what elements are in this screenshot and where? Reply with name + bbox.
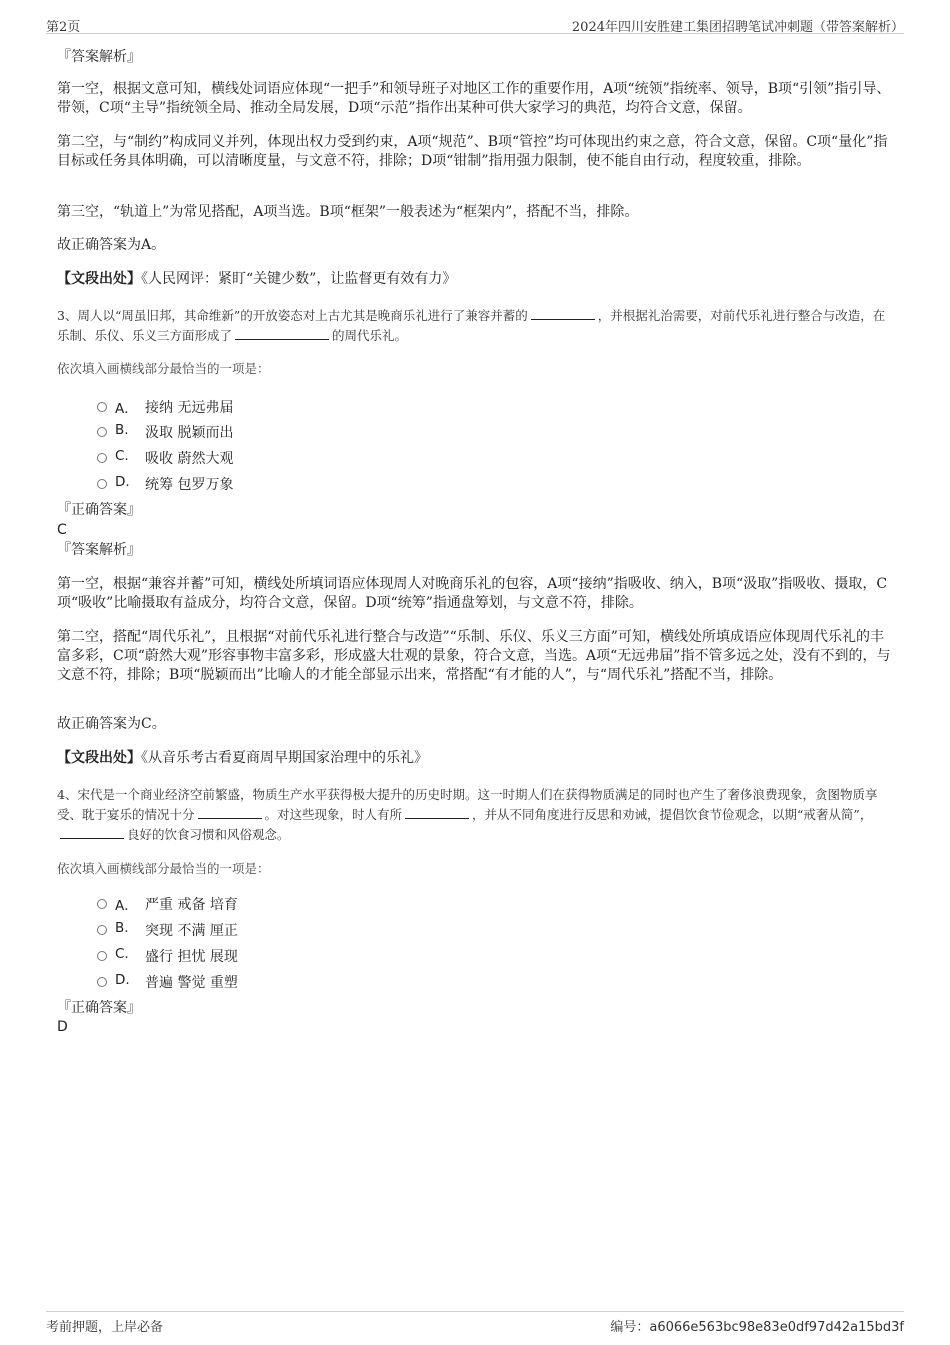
page-header [46, 14, 904, 34]
radio-icon[interactable] [97, 479, 107, 489]
q3-instruction: 依次填入画横线部分最恰当的一项是： [57, 361, 270, 376]
document-code-value: a6066e563bc98e83e0df97d42a15bd3f [649, 1320, 904, 1335]
q3-source [57, 749, 897, 768]
page-footer [46, 1311, 904, 1333]
q2-source [57, 270, 897, 289]
radio-icon[interactable] [97, 427, 107, 437]
footer-slogan: 考前押题，上岸必备 [46, 1320, 164, 1335]
q4-option-a-text: 严重 戒备 培育 [145, 897, 238, 913]
q3-option-b-text: 汲取 脱颖而出 [145, 425, 234, 441]
q3-analysis-label: 『答案解析』 [57, 542, 141, 558]
q3-analysis-para-2: 第二空，搭配“周代乐礼”，且根据“对前代乐礼进行整合与改造”“乐制、乐仪、乐义三方面”可知，横线处所填成语应体现周代乐礼的丰富多彩，C项“蔚然大观”形容事物丰富多彩，形成盛大壮观的景象，符合文意，当选。A项“无远弗届”指不管多远之处，没有不到的，与文意不符，排除；B项“脱颖而出”比喻人的才能全部显示出来，常搭配“有才能的人”，与“周代乐礼”搭配不当，排除。 [57, 629, 891, 683]
q2-analysis-para-1: 第一空，根据文意可知，横线处词语应体现“一把手”和领导班子对地区工作的重要作用，A项“统领”指统率、领导，B项“引领”指引导、带领，C项“主导”指统领全局、推动全局发展，D项“示范”指作出某种可供大家学习的典范，均符合文意，保留。 [57, 81, 891, 116]
q3-option-d-letter: D. [115, 474, 130, 490]
q4-blank-3 [60, 827, 124, 839]
q4-stem-part-2: 。对这些现象，时人有所 [264, 807, 403, 822]
q4-stem-part-3: ，并从不同角度进行反思和劝诫，提倡饮食节俭观念，以期“戒奢从简”， [472, 807, 873, 822]
q3-stem-part-1: 3、周人以“周虽旧邦，其命维新”的开放姿态对上古尤其是晚商乐礼进行了兼容并蓄的 [57, 308, 528, 323]
radio-icon[interactable] [97, 453, 107, 463]
q4-option-c-letter: C. [115, 946, 129, 962]
q3-analysis-para-1: 第一空，根据“兼容并蓄”可知，横线处所填词语应体现周人对晚商乐礼的包容，A项“接纳”指吸收、纳入，B项“汲取”指吸收、摄取，C项“吸收”比喻摄取有益成分，均符合文意，保留。D项“统筹”指通盘筹划，与文意不符，排除。 [57, 576, 888, 611]
radio-icon[interactable] [97, 402, 107, 412]
q4-instruction: 依次填入画横线部分最恰当的一项是： [57, 861, 270, 876]
q3-conclusion: 故正确答案为C。 [57, 716, 166, 732]
q2-source-text: 《人民网评：紧盯“关键少数”，让监督更有效有力》 [141, 271, 457, 287]
q2-source-label: 【文段出处】 [57, 271, 141, 287]
radio-icon[interactable] [97, 977, 107, 987]
document-code [610, 1316, 904, 1335]
q3-correct-label: 『正确答案』 [57, 502, 141, 518]
q4-correct-answer: D [57, 1019, 68, 1035]
q3-correct-answer: C [57, 522, 67, 538]
q3-option-b-letter: B. [115, 422, 129, 438]
q3-source-label: 【文段出处】 [57, 750, 141, 766]
q4-stem-part-1: 4、宋代是一个商业经济空前繁盛，物质生产水平获得极大提升的历史时期。这一时期人们在获得物质满足的同时也产生了奢侈浪费现象，贪图物质享受、耽于宴乐的情况十分 [57, 787, 878, 822]
radio-icon[interactable] [97, 951, 107, 961]
q3-stem-part-2: ，并根据礼治需要，对前代乐礼进行整合与改造，在乐制、乐仪、乐义三方面形成了 [57, 308, 886, 343]
q3-option-a-letter: A． [115, 401, 138, 417]
q3-source-text: 《从音乐考古看夏商周早期国家治理中的乐礼》 [141, 750, 428, 766]
q3-option-a-text: 接纳 无远弗届 [145, 400, 234, 416]
q2-conclusion: 故正确答案为A。 [57, 237, 166, 253]
q3-option-d-text: 统筹 包罗万象 [145, 477, 234, 493]
q4-option-d-text: 普遍 警觉 重塑 [145, 975, 238, 991]
q4-option-b-letter: B. [115, 920, 129, 936]
radio-icon[interactable] [97, 899, 107, 909]
q2-analysis-label: 『答案解析』 [57, 49, 141, 65]
q4-option-c-text: 盛行 担忧 展现 [145, 949, 238, 965]
q4-option-a-letter: A． [115, 898, 138, 914]
q3-blank-2 [235, 328, 329, 340]
page-number: 第2页 [46, 20, 81, 35]
q2-analysis-para-3: 第三空，“轨道上”为常见搭配，A项当选。B项“框架”一般表述为“框架内”，搭配不当，排除。 [57, 204, 639, 220]
q3-stem [57, 306, 897, 346]
document-title: 2024年四川安胜建工集团招聘笔试冲刺题（带答案解析） [571, 20, 904, 35]
q3-option-c-text: 吸收 蔚然大观 [145, 451, 234, 467]
q3-option-c-letter: C. [115, 448, 129, 464]
q4-stem [57, 785, 897, 845]
q2-analysis-para-2: 第二空，与“制约”构成同义并列，体现出权力受到约束，A项“规范”、B项“管控”均可体现出约束之意，符合文意，保留。C项“量化”指目标或任务具体明确，可以清晰度量，与文意不符，排除；D项“钳制”指用强力限制，使不能自由行动，程度较重，排除。 [57, 134, 888, 169]
q4-option-d-letter: D. [115, 972, 130, 988]
q4-blank-1 [198, 807, 262, 819]
document-code-label: 编号： [610, 1320, 650, 1335]
q4-stem-part-4: 良好的饮食习惯和风俗观念。 [127, 827, 290, 842]
q3-blank-1 [531, 308, 595, 320]
q4-blank-2 [405, 807, 469, 819]
q3-stem-part-3: 的周代乐礼。 [332, 328, 408, 343]
q4-option-b-text: 突现 不满 厘正 [145, 923, 238, 939]
radio-icon[interactable] [97, 925, 107, 935]
q4-correct-label: 『正确答案』 [57, 1000, 141, 1016]
